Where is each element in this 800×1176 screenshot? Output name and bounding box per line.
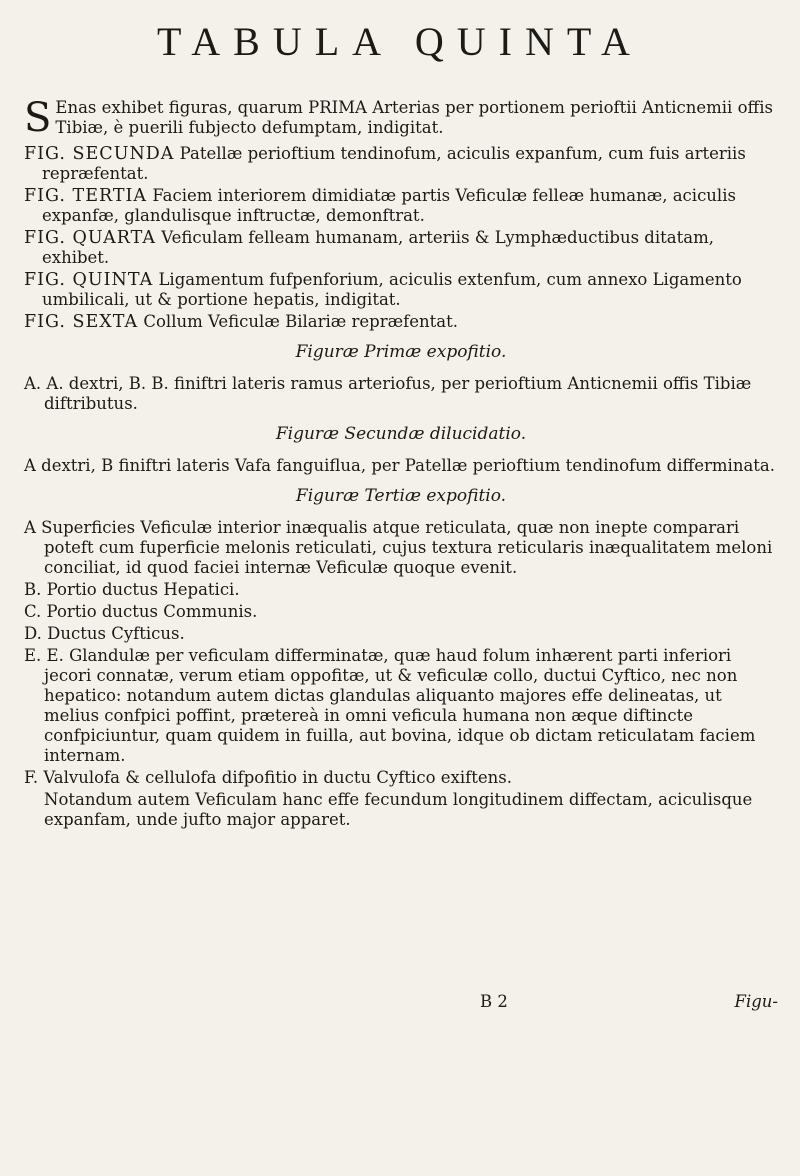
section-figure-2 bbox=[24, 424, 778, 476]
text-body bbox=[24, 95, 778, 830]
page-title: TABULA QUINTA bbox=[157, 19, 643, 64]
figure-text: Veficulam felleam humanam, arteriis & Lymphæductibus ditatam, exhibet. bbox=[42, 228, 714, 267]
note: Notandum autem Veficulam hanc effe fecundum longitudinem diffectam, aciculisque expanfam, unde jufto major apparet. bbox=[44, 790, 753, 829]
section-title: Figuræ Primæ expofitio. bbox=[295, 342, 507, 362]
figure-description bbox=[24, 186, 778, 226]
entry: E. E. Glandulæ per veficulam differminatæ, quæ haud folum inhærent parti inferiori jecori connatæ, verum etiam oppofitæ, ut & veficulæ collo, ductui Cyftico, nec non hepatico: notandum autem dictas glandulas aliquanto majores effe delineatas, ut melius confpici poffint, prætereà in omni veficula humana non æque diftincte confpiciuntur, quam quidem in fuilla, aut bovina, idque ob dictam reticulatam faciem internam. bbox=[24, 646, 756, 765]
entry: A dextri, B finiftri lateris Vafa fanguiflua, per Patellæ perioftium tendinofum differminata. bbox=[24, 456, 775, 475]
entry: D. Ductus Cyfticus. bbox=[24, 624, 185, 643]
figure-head: FIG. QUARTA bbox=[24, 228, 156, 248]
entry: C. Portio ductus Communis. bbox=[24, 602, 258, 621]
figure-head: FIG. SECUNDA bbox=[24, 144, 175, 164]
catchword: Figu- bbox=[734, 992, 778, 1011]
figure-description bbox=[24, 270, 778, 310]
intro-paragraph bbox=[24, 95, 778, 141]
figure-description bbox=[24, 144, 778, 184]
figure-description bbox=[24, 312, 778, 332]
figure-text: Faciem interiorem dimidiatæ partis Veficulæ felleæ humanæ, aciculis expanfæ, glandulisque inftructæ, demonftrat. bbox=[42, 186, 736, 225]
section-title: Figuræ Secundæ dilucidatio. bbox=[275, 424, 527, 444]
entry: A Superficies Veficulæ interior inæqualis atque reticulata, quæ non inepte comparari poteft cum fuperficie melonis reticulati, cujus textura reticularis inæqualitatem meloni conciliat, id quod faciei internæ Veficulæ quoque evenit. bbox=[24, 518, 773, 577]
figure-text: Collum Veficulæ Bilariæ repræfentat. bbox=[138, 312, 458, 331]
figure-text: Ligamentum fufpenforium, aciculis extenfum, cum annexo Ligamento umbilicali, ut & portione hepatis, indigitat. bbox=[42, 270, 742, 309]
entry: A. A. dextri, B. B. finiftri lateris ramus arteriofus, per perioftium Anticnemii offis Tibiæ diftributus. bbox=[24, 374, 752, 413]
drop-cap: S bbox=[24, 95, 52, 141]
entry: B. Portio ductus Hepatici. bbox=[24, 580, 240, 599]
entry: F. Valvulofa & cellulofa difpofitio in ductu Cyftico exiftens. bbox=[24, 768, 512, 787]
figure-head: FIG. TERTIA bbox=[24, 186, 148, 206]
section-title: Figuræ Tertiæ expofitio. bbox=[295, 486, 507, 506]
section-figure-3 bbox=[24, 486, 778, 830]
section-figure-1 bbox=[24, 342, 778, 414]
intro-text: Enas exhibet figuras, quarum PRIMA Arterias per portionem perioftii Anticnemii offis Tibiæ, è puerili fubjecto defumptam, indigitat. bbox=[55, 98, 773, 137]
figure-head: FIG. QUINTA bbox=[24, 270, 154, 290]
figure-text: Patellæ perioftium tendinofum, aciculis expanfum, cum fuis arteriis repræfentat. bbox=[42, 144, 746, 183]
figure-head: FIG. SEXTA bbox=[24, 312, 139, 332]
signature-mark: B 2 bbox=[480, 992, 508, 1011]
figure-description bbox=[24, 228, 778, 268]
